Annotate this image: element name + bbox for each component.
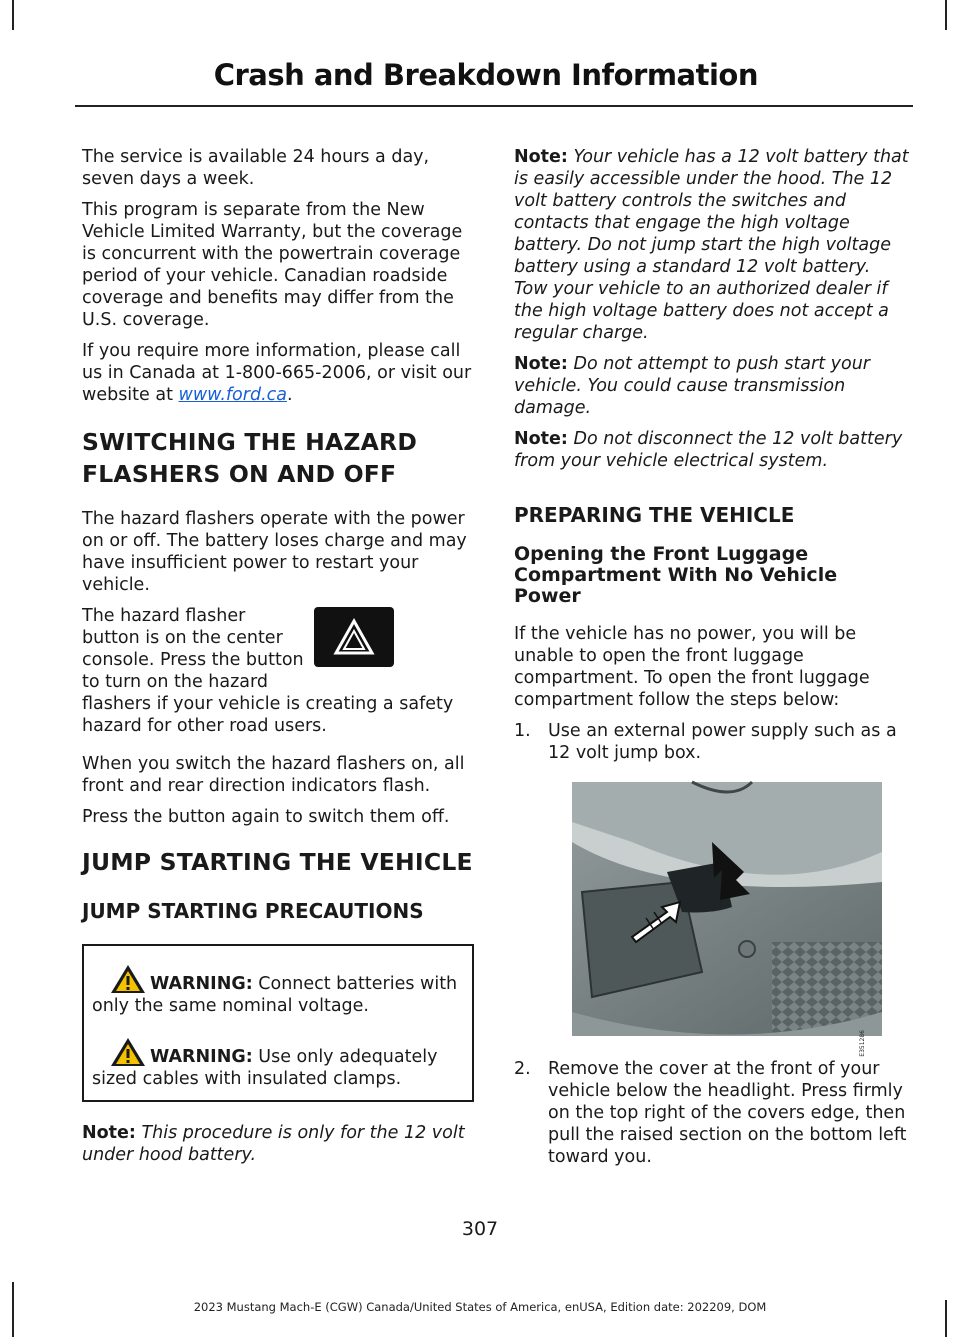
note-label: Note: xyxy=(82,1123,136,1143)
heading-line: SWITCHING THE HAZARD xyxy=(82,428,418,456)
note-label: Note: xyxy=(514,354,568,374)
note-text: Do not attempt to push start your vehicle. You could cause transmission damage. xyxy=(514,354,871,418)
crop-mark xyxy=(945,0,947,30)
note-label: Note: xyxy=(514,147,568,167)
note-label: Note: xyxy=(514,429,568,449)
footer-edition: 2023 Mustang Mach-E (CGW) Canada/United States of America, enUSA, Edition date: 202209, DOM xyxy=(193,1300,767,1314)
warning-triangle-icon xyxy=(110,1037,146,1067)
hazard-warning-icon xyxy=(314,607,394,667)
step-number: 2. xyxy=(514,1059,531,1079)
section-heading-preparing: PREPARING THE VEHICLE xyxy=(514,503,795,527)
header-divider xyxy=(75,105,913,107)
page-number: 307 xyxy=(461,1218,499,1240)
note-text: Your vehicle has a 12 volt battery that is easily accessible under the hood. The 12 volt battery controls the switches and contacts that engage the high voltage battery. Do not jump start the high voltage battery using a standard 12 volt battery. Tow your vehicle to an authorized dealer if the high voltage battery does not accept a regular charge. xyxy=(514,147,909,343)
note-text: This procedure is only for the 12 volt under hood battery. xyxy=(82,1123,465,1165)
warning-label: WARNING: xyxy=(150,1047,253,1067)
step-number: 1. xyxy=(514,721,531,741)
contact-text-end: . xyxy=(286,385,293,405)
paragraph: This program is separate from the New Vehicle Limited Warranty, but the coverage is concurrent with the powertrain coverage period of your vehicle. Canadian roadside coverage and benefits may differ from the U.S. coverage. xyxy=(82,200,463,330)
note-text: Do not disconnect the 12 volt battery from your vehicle electrical system. xyxy=(514,429,903,471)
step-text: Use an external power supply such as a 12 volt jump box. xyxy=(548,721,897,763)
warning-text: Use only adequately sized cables with insulated clamps. xyxy=(92,1047,438,1089)
hazard-block xyxy=(82,605,474,737)
subsection-heading-precautions: JUMP STARTING PRECAUTIONS xyxy=(82,899,424,923)
warning-label: WARNING: xyxy=(150,974,253,994)
paragraph-contact xyxy=(82,340,474,406)
heading-line: FLASHERS ON AND OFF xyxy=(82,460,397,488)
left-column xyxy=(82,146,474,1175)
figure-code: E351286 xyxy=(859,1030,866,1057)
website-link[interactable]: www.ford.ca xyxy=(178,385,287,405)
crop-mark xyxy=(12,0,14,30)
hazard-icon-figure xyxy=(314,605,474,675)
front-cover-illustration xyxy=(572,782,882,1057)
contact-text: If you require more information, please call us in Canada at 1-800-665-2006, or visit our website at xyxy=(82,341,472,405)
note xyxy=(514,428,909,472)
steps-list xyxy=(514,1058,909,1168)
warning-item xyxy=(92,964,464,1017)
list-item xyxy=(514,720,909,764)
paragraph: Press the button again to switch them off. xyxy=(82,807,450,827)
list-item xyxy=(514,1058,909,1168)
paragraph: When you switch the hazard flashers on, all front and rear direction indicators flash. xyxy=(82,754,465,796)
paragraph: The hazard flasher button is on the center console. Press the button to turn on the hazard flashers if your vehicle is creating a safety hazard for other road users. xyxy=(82,606,454,736)
step-text: Remove the cover at the front of your vehicle below the headlight. Press firmly on the top right of the covers edge, then pull the raised section on the bottom left toward you. xyxy=(548,1059,907,1167)
note xyxy=(514,146,909,344)
paragraph: The hazard flashers operate with the power on or off. The battery loses charge and may have insufficient power to restart your vehicle. xyxy=(82,509,467,595)
subsection-heading-luggage: Opening the Front Luggage Compartment With No Vehicle Power xyxy=(514,543,838,607)
right-column xyxy=(514,146,909,1178)
note xyxy=(514,353,909,419)
warning-text: Connect batteries with only the same nominal voltage. xyxy=(92,974,458,1016)
steps-list xyxy=(514,720,909,764)
paragraph: If the vehicle has no power, you will be unable to open the front luggage compartment. To open the front luggage compartment follow the steps below: xyxy=(514,624,870,710)
paragraph: The service is available 24 hours a day, seven days a week. xyxy=(82,147,430,189)
warning-box xyxy=(82,944,474,1102)
warning-item xyxy=(92,1037,464,1090)
section-heading-hazard xyxy=(82,426,474,490)
page-header-title: Crash and Breakdown Information xyxy=(213,58,758,92)
section-heading-jump: JUMP STARTING THE VEHICLE xyxy=(82,848,473,876)
note xyxy=(82,1122,474,1166)
warning-triangle-icon xyxy=(110,964,146,994)
